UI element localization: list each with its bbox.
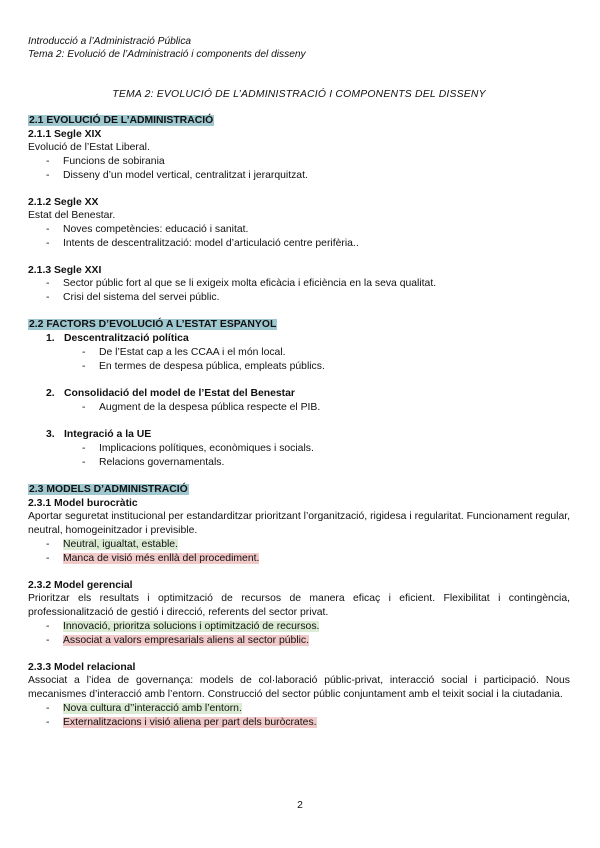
- subsection-title-2-3-3: 2.3.3 Model relacional: [28, 662, 136, 673]
- factor-number: 2.: [46, 388, 55, 399]
- subsection-title-2-1-3: 2.1.3 Segle XXI: [28, 265, 102, 276]
- page-number: 2: [297, 800, 303, 811]
- factor-title: Consolidació del model de l’Estat del Benestar: [64, 388, 295, 399]
- list-item-pro: - Innovació, prioritza solucions i optimització de recursos.: [28, 620, 570, 634]
- header-course: Introducció a l’Administració Pública: [28, 36, 192, 47]
- list-item-pro: - Nova cultura d’’interacció amb l’entorn.: [28, 702, 570, 716]
- list-item: - Intents de descentralització: model d’articulació centre perifèria..: [28, 237, 570, 251]
- factor-item: [28, 387, 570, 415]
- bullet-list: [28, 538, 570, 566]
- paragraph: Prioritzar els resultats i optimització de recursos de manera eficaç i eficient. Flexibilitat i contingència, professionalització de gestió i direcció, referents del sector privat.: [28, 593, 570, 618]
- bullet-list: [28, 620, 570, 648]
- section-heading-2-2: 2.2 FACTORS D’EVOLUCIÓ A L’ESTAT ESPANYOL: [29, 319, 277, 330]
- list-item: - De l’Estat cap a les CCAA i el món local.: [28, 346, 570, 360]
- factor-title: Descentralització política: [64, 333, 189, 344]
- subsection-title-2-1-1: 2.1.1 Segle XIX: [28, 129, 102, 140]
- subsection-title-2-1-2: 2.1.2 Segle XX: [28, 197, 99, 208]
- factor-title: Integració a la UE: [64, 429, 152, 440]
- bullet-list: [28, 702, 570, 730]
- bullet-list: [28, 277, 570, 305]
- numbered-list: [28, 332, 570, 470]
- list-item: - Augment de la despesa pública respecte el PIB.: [28, 401, 570, 415]
- section-heading-2-1: 2.1 EVOLUCIÓ DE L’ADMINISTRACIÓ: [29, 115, 214, 126]
- header-topic: Tema 2: Evolució de l’Administració i components del disseny: [28, 48, 306, 60]
- factor-item: [28, 428, 570, 470]
- paragraph: Aportar seguretat institucional per estandarditzar prioritzant l’organització, rigidesa i regularitat. Funcionament regular, neutral, homogeinitzador i previsible.: [28, 511, 570, 536]
- list-item: - Disseny d’un model vertical, centralitzat i jerarquitzat.: [28, 169, 570, 183]
- paragraph: Estat del Benestar.: [28, 210, 116, 221]
- list-item-pro: - Neutral, igualtat, estable.: [28, 538, 570, 552]
- list-item: - Crisi del sistema del servei públic.: [28, 291, 570, 305]
- factor-number: 1.: [46, 333, 55, 344]
- factor-number: 3.: [46, 429, 55, 440]
- list-item: - Sector públic fort al que se li exigeix molta eficàcia i eficiència en la seva qualitat.: [28, 277, 570, 291]
- subsection-title-2-3-1: 2.3.1 Model burocràtic: [28, 498, 138, 509]
- paragraph: Associat a l’idea de governança: models de col·laboració públic-privat, interacció social i participació. Nous mecanismes d’interacció amb l’entorn. Construcció del sector públic conjuntament amb el teixit social i la ciutadania.: [28, 675, 570, 700]
- bullet-list: [28, 155, 570, 183]
- section-heading-2-3: 2.3 MODELS D’ADMINISTRACIÓ: [29, 484, 188, 495]
- list-item: - Implicacions polítiques, econòmiques i socials.: [28, 442, 570, 456]
- running-header: [28, 36, 570, 61]
- bullet-list: [28, 223, 570, 251]
- list-item: - Relacions governamentals.: [28, 456, 570, 470]
- list-item-con: - Associat a valors empresarials aliens al sector públic.: [28, 634, 570, 648]
- list-item: - Funcions de sobirania: [28, 155, 570, 169]
- document-title: TEMA 2: EVOLUCIÓ DE L’ADMINISTRACIÓ I COMPONENTS DEL DISSENY: [112, 89, 486, 100]
- subsection-title-2-3-2: 2.3.2 Model gerencial: [28, 580, 133, 591]
- paragraph: Evolució de l’Estat Liberal.: [28, 142, 150, 153]
- factor-item: [28, 332, 570, 374]
- list-item-con: - Externalitzacions i visió aliena per part dels buròcrates.: [28, 716, 570, 730]
- list-item: - Noves competències: educació i sanitat.: [28, 223, 570, 237]
- list-item-con: - Manca de visió més enllà del procediment.: [28, 552, 570, 566]
- list-item: - En termes de despesa pública, empleats públics.: [28, 360, 570, 374]
